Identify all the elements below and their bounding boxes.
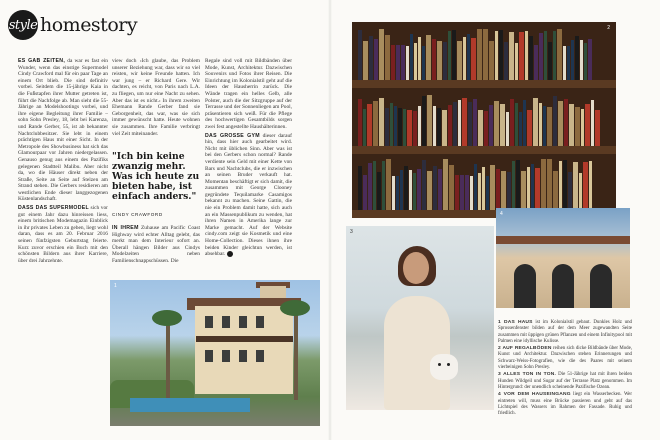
book-spine — [448, 31, 451, 80]
book-spine — [427, 171, 432, 210]
book-spine — [499, 30, 503, 80]
book-spine — [422, 96, 426, 146]
photo-number: 3 — [350, 229, 353, 235]
caption-heading: 3 ALLES TON IN TON. — [498, 372, 557, 378]
book-spine — [547, 107, 552, 146]
book-spine — [432, 39, 436, 80]
book-spine — [581, 109, 584, 146]
book-spine — [509, 32, 514, 80]
book-spine — [474, 164, 477, 210]
column-2 — [112, 58, 200, 139]
palm-crown — [280, 300, 310, 316]
book-spine — [506, 112, 509, 146]
caption-heading: 1 DAS HAUS — [498, 320, 533, 325]
book-row — [358, 28, 593, 80]
window — [205, 350, 213, 362]
book-spine — [410, 34, 413, 80]
paragraph-text: da war es fast ein Wunder, wenn das einstige Supermodel Cindy Crawford mal für ein paar Tage an einem Ort blieb. Die sind definitiv vorbei. Seitdem die 15-jährige Kaia in die Fußstapfen ihrer Mutter getreten ist, führt die Nachfolge ab. Man sieht die 55-Jährige an Modelshootings vorbei, und ihre eigene Begleitung ihrer Familie – sohn Sohn Presley, 18, lebt bei Karenza, und Rande Gerber, 55, ist ab bekannter Nachtclubbesitzer. Sie lebt in einem prächtigen Haus mit einer Sicht. In der Metropole des Showbusiness hat sich das Glamourpaar vor Jahren niedergelassen. Genauso genug aus einem des Pazifiks gelegenen Stadtteil Malibu. Aber nicht da, wo die Häuser direkt neben der Straße, Seite an Seite auf Stelzen am Strand stehen. Die Gerbers residieren am westlichen Ende dieser langgezogenen Küstenlandschaft. — [18, 58, 108, 203]
book-spine — [519, 32, 524, 80]
book-spine — [478, 173, 481, 210]
book-spine — [404, 166, 408, 210]
book-spine — [363, 175, 367, 210]
arch — [590, 264, 612, 308]
villa-entrance-photo — [496, 208, 630, 308]
book-spine — [396, 176, 399, 210]
book-row — [358, 92, 601, 146]
caption-heading: 4 VOR DEM HAUSEINGANG — [498, 392, 571, 398]
book-spine — [448, 105, 452, 146]
book-spine — [569, 104, 574, 146]
book-spine — [583, 162, 588, 210]
paragraph-lead: DASS DAS SUPERMODEL — [18, 205, 89, 212]
house-photo — [110, 280, 320, 426]
book-spine — [443, 42, 447, 80]
book-spine — [575, 36, 579, 80]
book-spine — [547, 159, 552, 210]
book-spine — [449, 165, 454, 210]
dog-eye — [447, 363, 450, 366]
book-spine — [473, 99, 477, 146]
book-spine — [510, 99, 514, 146]
book-spine — [515, 103, 518, 146]
book-spine — [455, 175, 459, 210]
book-spine — [471, 38, 476, 80]
paragraph-text: Regale sind voll mit Bildbänden über Mode, Kunst, Architektur. Dazwischen Souvenirs und Fotos ihrer Reisen. Die Einrichtung im Kolonialstil geht auf die Ideen der Hausherrin zurück. Die Wände tragen ein helles Gelb, alle Polster, auch die der Sitzgruppe auf der Terrasse und der Sonnenliegen am Pool, präsentieren sich weiß. Für die Pflege des hochwertigen Gesamtbilds sorgen zwei fest angestellte Haushälterinnen. — [205, 58, 292, 130]
book-spine — [575, 107, 580, 146]
palm-trunk — [166, 320, 170, 400]
book-spine — [591, 100, 594, 146]
book-spine — [563, 160, 567, 210]
book-spine — [398, 108, 402, 146]
book-spine — [539, 33, 543, 80]
book-spine — [385, 108, 389, 146]
brand-word: homestory — [40, 14, 138, 36]
book-spine — [531, 164, 534, 210]
book-spine — [400, 170, 403, 210]
book-spine — [468, 102, 472, 146]
book-spine — [568, 172, 572, 210]
book-spine — [465, 175, 469, 210]
book-spine — [417, 169, 421, 210]
book-spine — [396, 45, 400, 80]
book-spine — [477, 29, 482, 80]
book-spine — [442, 110, 447, 146]
book-spine — [467, 34, 470, 80]
book-spine — [573, 162, 578, 210]
spine-shadow — [328, 0, 332, 440]
book-spine — [433, 166, 437, 210]
photo-number: 1 — [114, 283, 117, 289]
book-spine — [367, 104, 372, 146]
book-spine — [533, 98, 538, 146]
book-spine — [512, 161, 515, 210]
pool — [130, 398, 250, 412]
book-spine — [433, 106, 436, 146]
book-spine — [403, 109, 406, 146]
palm-crown — [152, 310, 182, 326]
window — [205, 316, 213, 328]
book-spine — [413, 111, 417, 146]
book-spine — [521, 171, 526, 210]
book-spine — [460, 175, 464, 210]
book-spine — [579, 173, 582, 210]
arch — [552, 264, 574, 308]
book-spine — [379, 98, 384, 146]
arch — [514, 264, 536, 308]
caption-text: liegt ein Wasserbecken. Wer eintreten will, muss eine Brücke passieren und geht auf das Lichtspiel des Wassers im Rahmen der Fassade. Ruhig und friedlich. — [498, 392, 632, 417]
book-spine — [584, 43, 587, 80]
book-spine — [373, 101, 378, 146]
book-spine — [418, 37, 421, 80]
book-spine — [401, 45, 405, 80]
cardigan — [384, 296, 450, 410]
book-spine — [529, 36, 533, 80]
book-row — [358, 156, 593, 210]
book-spine — [564, 99, 568, 146]
photo-number: 4 — [500, 211, 503, 217]
book-spine — [489, 105, 493, 146]
roof — [496, 236, 630, 244]
photo-captions — [498, 320, 632, 418]
portrait-photo — [346, 226, 494, 410]
book-spine — [494, 101, 499, 146]
dog — [430, 354, 458, 380]
book-spine — [390, 103, 393, 146]
book-spine — [541, 159, 546, 210]
window — [239, 316, 247, 328]
book-spine — [523, 100, 526, 146]
book-spine — [507, 172, 511, 210]
photo-number: 2 — [607, 25, 610, 31]
book-spine — [500, 104, 505, 146]
book-spine — [567, 46, 570, 80]
book-spine — [368, 163, 372, 210]
book-spine — [527, 167, 530, 210]
pull-quote: "Ich bin keine zwanzig mehr. Was ich heute zu bieten habe, ist einfach anders." — [112, 151, 200, 202]
book-spine — [553, 96, 557, 146]
book-spine — [358, 99, 362, 146]
caption-text: reihen sich dicke Bildbände über Mode, Kunst und Architektur. Dazwischen stehen Erinnerungen und Schwarz-Weiss-Fotografien, wie die des Paares mit seinem vierbeinigen Sohn Presley. — [498, 346, 632, 371]
book-spine — [516, 160, 520, 210]
book-spine — [407, 110, 412, 146]
paragraph-text: dieser darauf hin, dass hier auch gearbeitet wird. Nicht mit üblichen Sinn. Aber was ist bei den Gerbers schon normal? Rande verdiente sein Geld mit einer Kette von Bars und Nachtclubs, die er inzwischen an seinen Bruder verkauft hat. Momentan beschäftigt er sich damit, die zusammen mit George Clooney gegründete Tequilamarke Casamigos bekannt zu machen. Seine Gattin, die nie ein Problem damit hatte, sich auch an ein Massenpublikum zu wenden, hat ihren Namen in Amerika lange zur Marke gemacht. Auf der Website cindy.com zeigt sie Kosmetik und eine Home-Collection. Dieses ihnen ihre beiden Kinder gleichtun werden, ist absehbar. — [205, 132, 292, 258]
bookshelf-photo — [352, 22, 616, 218]
book-spine — [558, 101, 563, 146]
book-spine — [443, 159, 448, 210]
book-spine — [548, 42, 552, 80]
window — [256, 316, 264, 328]
caption-text: Die 51-Jährige hat mit ihren beiden Hunden Wildgeil und Sugar auf der Terrasse Platz genommen. Im Hintergrund: der unendlich scheinende Pazifische Ozean. — [498, 372, 632, 390]
book-spine — [543, 106, 546, 146]
book-spine — [501, 171, 506, 210]
book-spine — [486, 176, 489, 210]
book-spine — [458, 100, 461, 146]
book-spine — [534, 45, 538, 80]
book-spine — [363, 41, 368, 80]
dog-eye — [438, 363, 441, 366]
book-spine — [437, 41, 442, 80]
book-spine — [382, 161, 385, 210]
book-spine — [377, 172, 381, 210]
shelf-board — [352, 146, 616, 154]
paragraph-text: view doch ›Ich glaube, das Problem unserer Beziehung war, dass wir so viel reisten, wir keine Freunde hatten. Ich war jung – er Richard Gere. Wir dachten, es reicht, von Paris nach L.A. zu fliegen, um nur eine Nacht zu sehen. Aber das ist es nicht.‹ In ihrem zweiten Ehemann Rande Gerber fand sie Geborgenheit, das war, was sie sich immer gewünscht hatte. Heute wohnen sie zusammen. Ihre Familie verbringt viel Zeit miteinander. — [112, 58, 200, 137]
book-spine — [553, 171, 558, 210]
caption-heading: 2 AUF REGALBÖDEN — [498, 346, 552, 352]
caption-text: ist im Kolonialstil gebaut. Dunkles Holz und Sprossenfenster bilden auf der dem Meer zugewandten Seite zusammen mit üppigen grünen Pflanzen und einem Infinitypool mit Palmen eine idyllische Kulisse. — [498, 320, 632, 344]
book-spine — [394, 106, 397, 146]
book-spine — [452, 30, 456, 80]
paragraph-lead: IN IHREM — [112, 225, 139, 231]
book-spine — [489, 41, 494, 80]
window — [222, 350, 230, 362]
book-spine — [553, 31, 556, 80]
book-spine — [426, 35, 431, 80]
book-spine — [544, 31, 547, 80]
book-spine — [422, 46, 425, 80]
paragraph-text: sich vor gut einem Jahr dazu hinreissen liess, einem britischen Modemagazin Einblick in ihr privates Leben zu geben, liegt wohl daran, dass es am 20. Februar 2016 seinen fünfzigsten Geburtstag feierte. Kurz zuvor erschien ein Buch mit den schönsten Bildern aus ihrer Karriere, über drei Jahrzehnte. — [18, 205, 108, 264]
book-spine — [453, 102, 457, 146]
book-spine — [414, 43, 417, 80]
section-logo — [8, 10, 137, 40]
column-3 — [205, 58, 292, 260]
pull-quote-author: CINDY CRAWFORD — [112, 212, 163, 217]
book-spine — [470, 176, 473, 210]
book-spine — [385, 35, 390, 80]
book-spine — [483, 29, 488, 80]
window — [239, 350, 247, 362]
book-spine — [392, 176, 395, 210]
book-spine — [463, 37, 466, 80]
book-spine — [525, 31, 528, 80]
book-spine — [484, 111, 488, 146]
book-spine — [519, 112, 522, 146]
book-spine — [482, 167, 485, 210]
book-spine — [535, 168, 540, 210]
book-spine — [379, 29, 384, 80]
book-spine — [563, 46, 566, 80]
book-spine — [358, 30, 362, 80]
book-spine — [478, 110, 483, 146]
brand-mark: style — [8, 10, 38, 40]
balcony — [196, 336, 293, 342]
book-spine — [490, 165, 495, 210]
book-spine — [504, 42, 508, 80]
window — [256, 350, 264, 362]
palm-trunk — [294, 310, 298, 400]
book-spine — [559, 161, 562, 210]
book-spine — [374, 39, 378, 80]
book-spine — [386, 159, 391, 210]
book-spine — [527, 110, 532, 146]
book-spine — [595, 110, 600, 146]
book-spine — [495, 31, 498, 80]
book-spine — [457, 41, 462, 80]
book-spine — [418, 106, 421, 146]
column-2-lower — [112, 225, 200, 267]
book-spine — [515, 43, 518, 80]
book-spine — [588, 39, 592, 80]
book-spine — [589, 161, 592, 210]
book-spine — [413, 173, 416, 210]
paragraph-text: Zuhause am Pacific Coast Highway wird echter Alltag gelebt, das merkt man dem Interieur sofort an. Überall hängen Bilder aus Cindys Modelzeiten neben Familienschnappschüssen. Die — [112, 225, 201, 264]
book-spine — [369, 36, 373, 80]
shelf-board — [352, 80, 616, 88]
book-spine — [496, 169, 500, 210]
book-spine — [422, 160, 426, 210]
column-1 — [18, 58, 108, 266]
book-spine — [571, 40, 574, 80]
window — [222, 316, 230, 328]
book-spine — [363, 109, 366, 146]
book-spine — [427, 95, 432, 146]
book-spine — [580, 40, 583, 80]
book-spine — [557, 29, 562, 80]
book-spine — [358, 166, 362, 210]
book-spine — [462, 98, 467, 146]
book-spine — [409, 170, 412, 210]
face — [403, 252, 429, 284]
book-spine — [438, 169, 442, 210]
end-of-article-icon — [227, 251, 233, 257]
book-spine — [373, 161, 376, 210]
book-spine — [437, 108, 441, 146]
book-spine — [585, 104, 590, 146]
book-spine — [406, 46, 409, 80]
paragraph-lead: DAS GROSSE GYM — [205, 132, 260, 139]
book-spine — [391, 45, 395, 80]
book-spine — [539, 103, 542, 146]
paragraph-lead: ES GAB ZEITEN, — [18, 58, 66, 64]
